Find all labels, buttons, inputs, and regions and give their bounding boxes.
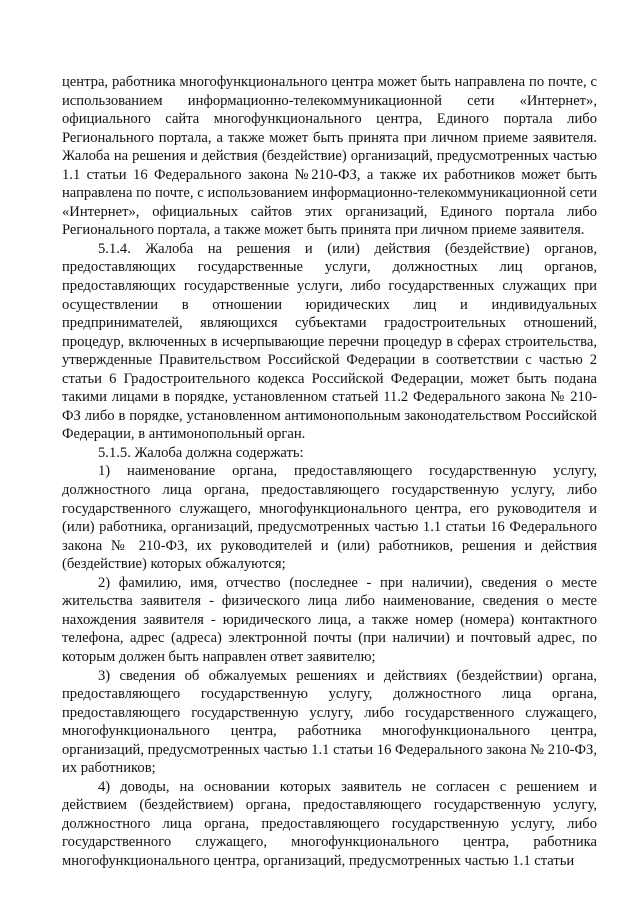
list-item-4: 4) доводы, на основании которых заявитель не согласен с решением и действием (бездействием) органа, предоставляющего государственную услугу, должностного лица органа, предоставляющего государственную услугу, либо государственного служащего, многофункционального центра, работника многофункционального центра, организаций, предусмотренных частью 1.1 статьи <box>62 778 597 869</box>
document-body <box>62 73 597 871</box>
paragraph-continuation: центра, работника многофункционального центра может быть направлена по почте, с использованием информационно-телекоммуникационной сети «Интернет», официального сайта многофункционального центра, Единого портала либо Регионального портала, а также может быть принята при личном приеме заявителя. Жалоба на решения и действия (бездействие) организаций, предусмотренных частью 1.1 статьи 16 Федерального закона №210-ФЗ, а также их работников может быть направлена по почте, с использованием информационно-телекоммуникационной сети «Интернет», официальных сайтов этих организаций, Единого портала либо Регионального портала, а также может быть принята при личном приеме заявителя. <box>62 74 597 239</box>
list-item-1: 1) наименование органа, предоставляющего государственную услугу, должностного лица органа, предоставляющего государственную услугу, либо государственного служащего, многофункционального центра, его руководителя и (или) работника, организаций, предусмотренных частью 1.1 статьи 16 Федерального закона № 210-ФЗ, их руководителей и (или) работников, решения и действия (бездействие) которых обжалуются; <box>62 463 597 573</box>
list-item-3: 3) сведения об обжалуемых решениях и действиях (бездействии) органа, предоставляющего государственную услугу, должностного лица органа, предоставляющего государственную услугу, либо государственного служащего, многофункционального центра, работника многофункционального центра, организаций, предусмотренных частью 1.1 статьи 16 Федерального закона № 210-ФЗ, их работников; <box>62 667 597 777</box>
paragraph-5-1-5: 5.1.5. Жалоба должна содержать: <box>98 444 304 461</box>
list-item-2: 2) фамилию, имя, отчество (последнее - при наличии), сведения о месте жительства заявителя - физического лица либо наименование, сведения о месте нахождения заявителя - юридического лица, а также номер (номера) контактного телефона, адрес (адреса) электронной почты (при наличии) и почтовый адрес, по которым должен быть направлен ответ заявителю; <box>62 574 597 665</box>
paragraph-5-1-4: 5.1.4. Жалоба на решения и (или) действия (бездействие) органов, предоставляющих государственные услуги, должностных лиц органов, предоставляющих государственные услуги, либо государственных служащих при осуществлении в отношении юридических лиц и индивидуальных предпринимателей, являющихся субъектами градостроительных отношений, процедур, включенных в исчерпывающие перечни процедур в сферах строительства, утвержденные Правительством Российской Федерации в соответствии с частью 2 статьи 6 Градостроительного кодекса Российской Федерации, может быть подана такими лицами в порядке, установленном статьей 11.2 Федерального закона № 210-ФЗ либо в порядке, установленном антимонопольным законодательством Российской Федерации, в антимонопольный орган. <box>62 240 597 443</box>
